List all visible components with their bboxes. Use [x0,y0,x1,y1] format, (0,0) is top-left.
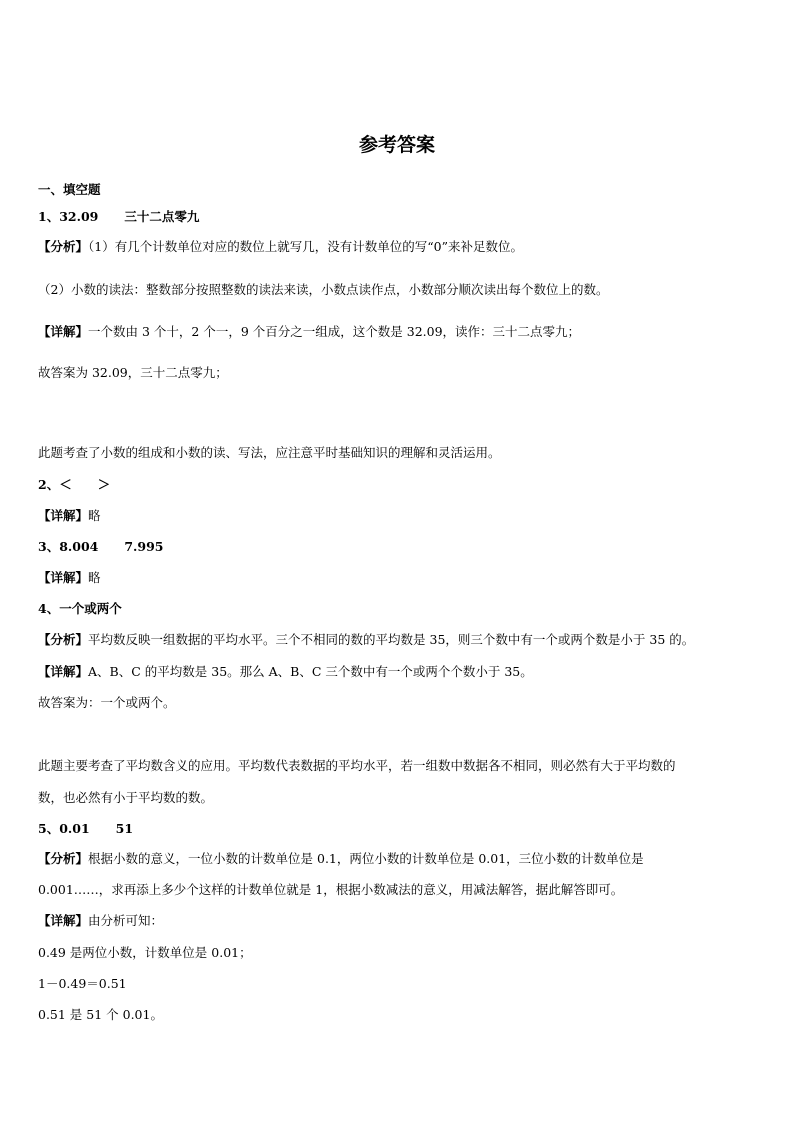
analysis-5b: 0.001……，求再添上多少个这样的计数单位就是 1，根据小数减法的意义，用减法解答，据此解答即可。 [38,882,624,897]
summary-1: 此题考查了小数的组成和小数的读、写法，应注意平时基础知识的理解和灵活运用。 [38,445,501,460]
summary-4a: 此题主要考查了平均数含义的应用。平均数代表数据的平均水平，若一组数中数据各不相同，则必然有大于平均数的 [38,758,676,773]
detail-4: 【详解】A、B、C 的平均数是 35。那么 A、B、C 三个数中有一个或两个个数小于 35。 [38,664,533,679]
analysis-4: 【分析】平均数反映一组数据的平均水平。三个不相同的数的平均数是 35，则三个数中有一个或两个数是小于 35 的。 [38,632,695,647]
analysis-1a: 【分析】（1）有几个计数单位对应的数位上就写几，没有计数单位的写“0”来补足数位。 [38,239,523,254]
step-5c: 0.51 是 51 个 0.01。 [38,1007,163,1022]
analysis-1b: （2）小数的读法：整数部分按照整数的读法来读，小数点读作点，小数部分顺次读出每个数位上的数。 [38,282,609,297]
answer-2: 2、＜ ＞ [38,477,111,492]
detail-5: 【详解】由分析可知： [38,913,164,928]
conclusion-4: 故答案为：一个或两个。 [38,695,176,710]
step-5b: 1－0.49＝0.51 [38,976,127,991]
answer-4: 4、一个或两个 [38,601,122,616]
detail-2: 【详解】略 [38,508,101,523]
conclusion-1: 故答案为 32.09，三十二点零九； [38,365,228,380]
section-heading: 一、填空题 [38,182,101,197]
analysis-5a: 【分析】根据小数的意义，一位小数的计数单位是 0.1，两位小数的计数单位是 0.01，三位小数的计数单位是 [38,851,644,866]
detail-1: 【详解】一个数由 3 个十，2 个一，9 个百分之一组成，这个数是 32.09，读作：三十二点零九； [38,324,581,339]
page-title: 参考答案 [358,134,435,156]
detail-3: 【详解】略 [38,570,101,585]
answer-3: 3、8.004 7.995 [38,539,164,554]
answer-5: 5、0.01 51 [38,821,134,836]
step-5a: 0.49 是两位小数，计数单位是 0.01； [38,945,252,960]
summary-4b: 数，也必然有小于平均数的数。 [38,790,214,805]
answer-1: 1、32.09 三十二点零九 [38,209,200,224]
